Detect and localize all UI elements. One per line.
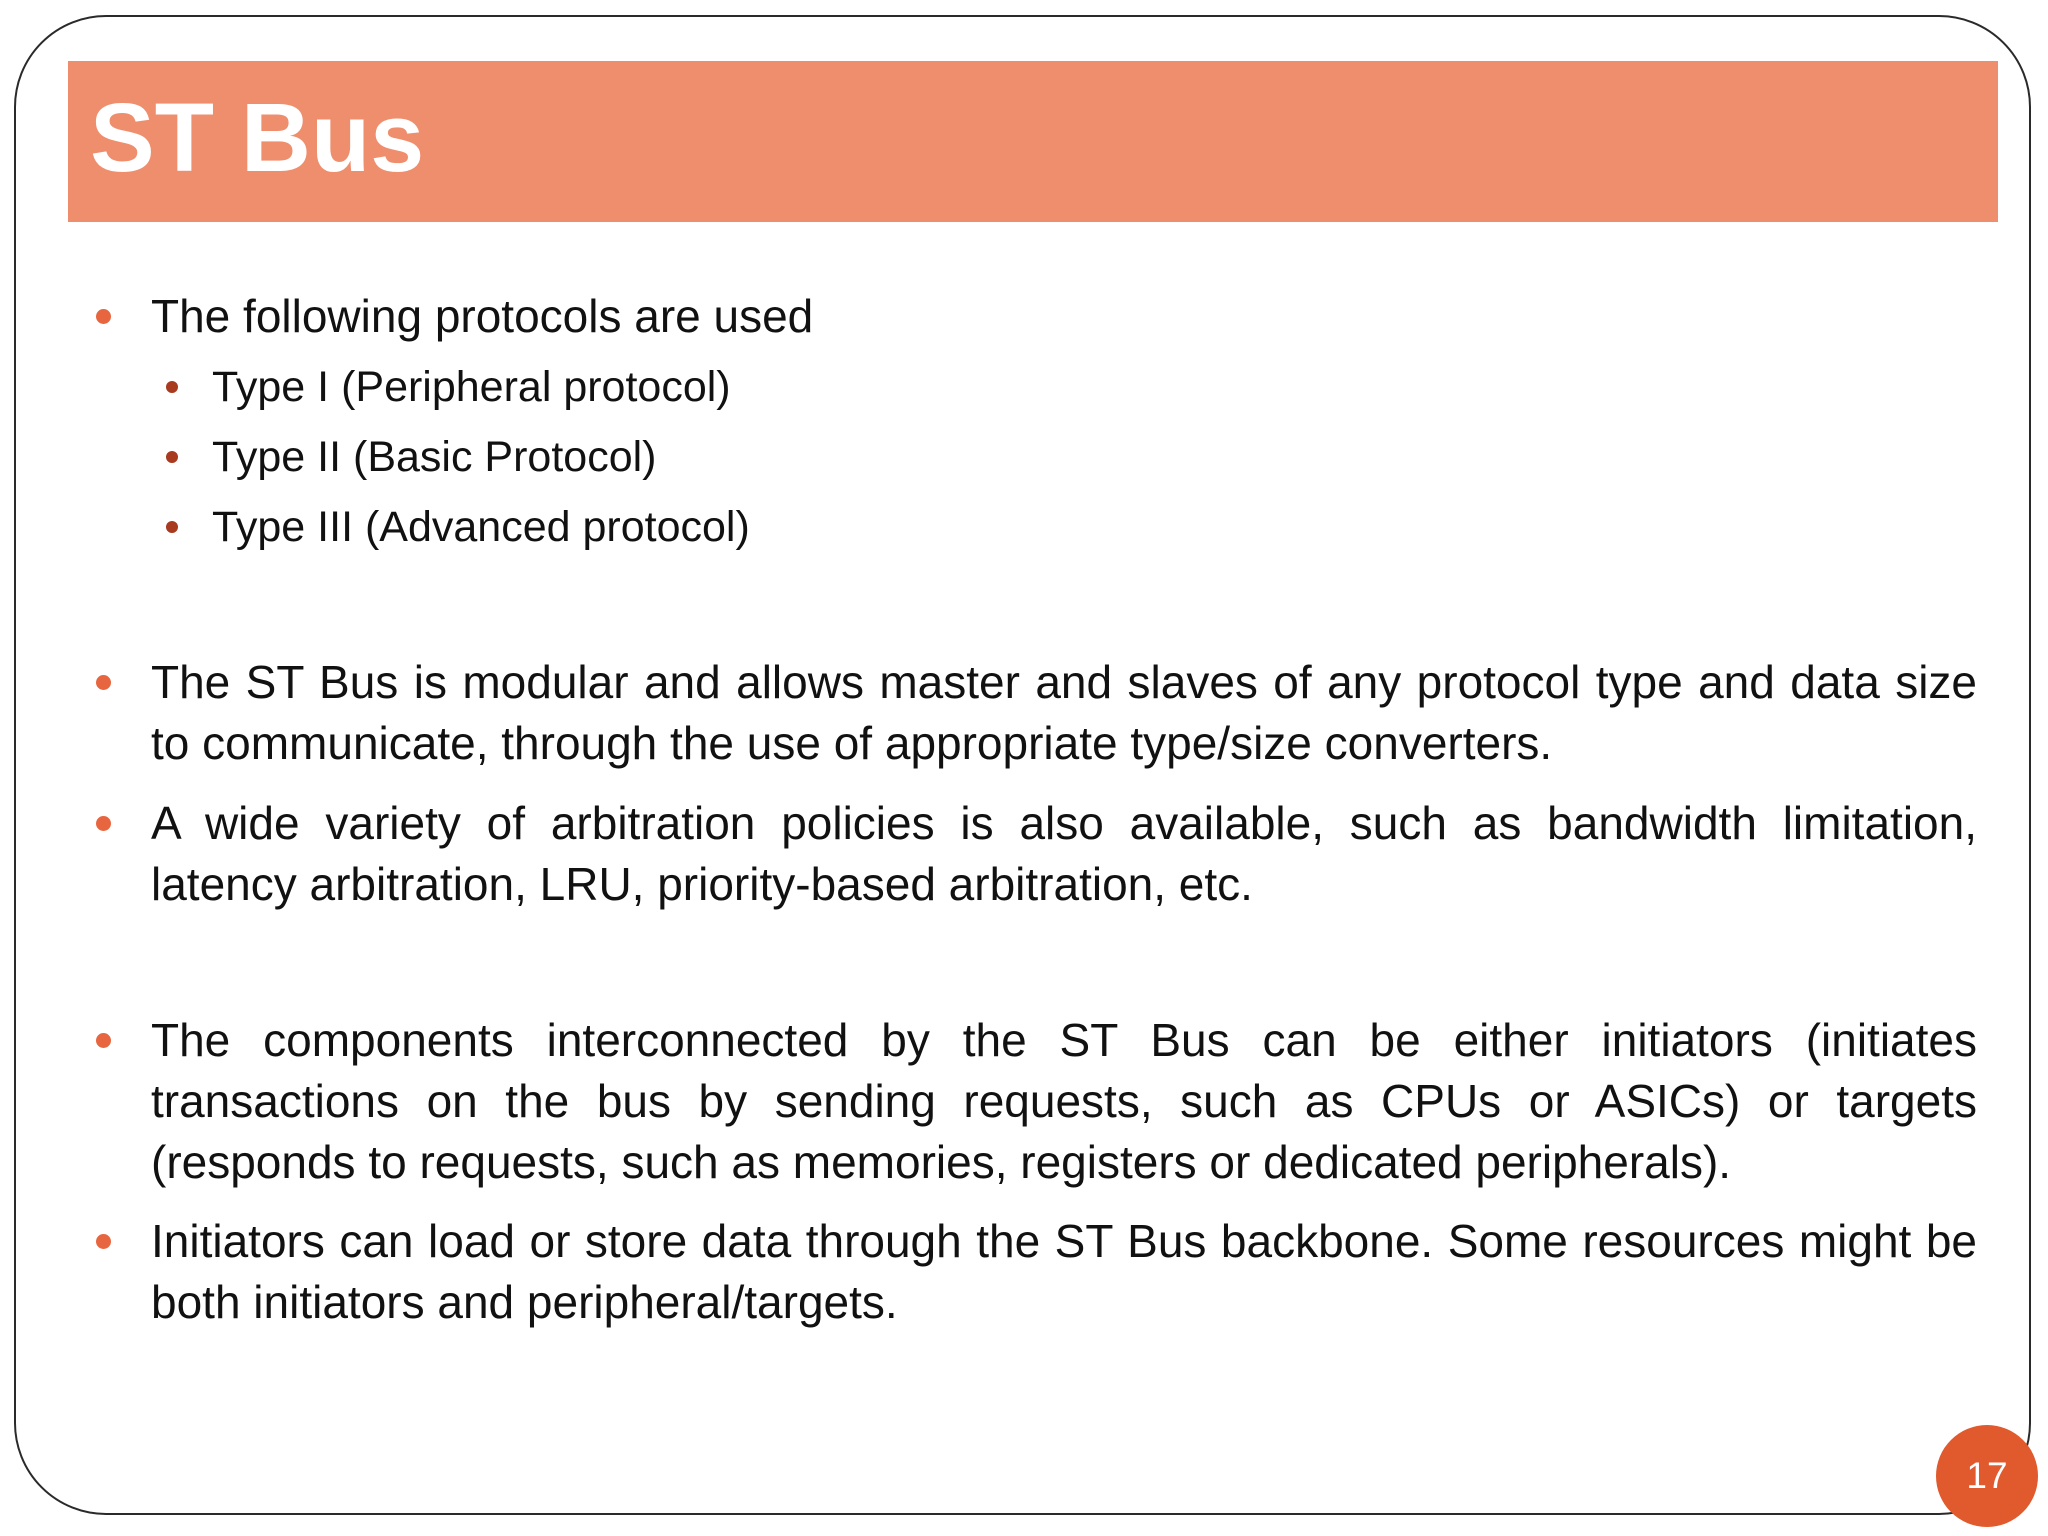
bullet-arbitration bbox=[151, 793, 1977, 915]
bullet-text: The ST Bus is modular and allows master and slaves of any protocol type and data size to communicate, through the use of appropriate type/size converters. bbox=[151, 656, 1977, 769]
bullet-text: Initiators can load or store data through the ST Bus backbone. Some resources might be both initiators and peripheral/targets. bbox=[151, 1215, 1977, 1328]
sub-bullet-dot-icon bbox=[166, 521, 178, 533]
sub-bullet-type-3 bbox=[212, 500, 1912, 554]
bullet-dot-icon bbox=[96, 309, 111, 324]
slide-title: ST Bus bbox=[90, 83, 425, 192]
bullet-dot-icon bbox=[96, 675, 111, 690]
page-number-badge: 17 bbox=[1936, 1425, 2038, 1527]
bullet-modular bbox=[151, 652, 1977, 774]
sub-bullet-text: Type II (Basic Protocol) bbox=[212, 433, 657, 481]
sub-bullet-text: Type I (Peripheral protocol) bbox=[212, 363, 731, 411]
bullet-initiators bbox=[151, 1211, 1977, 1333]
bullet-text: A wide variety of arbitration policies is also available, such as bandwidth limitation, latency arbitration, LRU, priority-based arbitration, etc. bbox=[151, 797, 1977, 910]
bullet-protocols bbox=[151, 286, 1977, 347]
bullet-text: The following protocols are used bbox=[151, 290, 814, 342]
sub-bullet-text: Type III (Advanced protocol) bbox=[212, 503, 750, 551]
bullet-text: The components interconnected by the ST Bus can be either initiators (initiates transactions on the bus by sending requests, such as CPUs or ASICs) or targets (responds to requests, such as memories, registers or dedicated peripherals). bbox=[151, 1014, 1977, 1188]
sub-bullet-type-1 bbox=[212, 360, 1912, 414]
bullet-dot-icon bbox=[96, 1033, 111, 1048]
sub-bullet-dot-icon bbox=[166, 451, 178, 463]
bullet-dot-icon bbox=[96, 1234, 111, 1249]
sub-bullet-dot-icon bbox=[166, 381, 178, 393]
bullet-dot-icon bbox=[96, 816, 111, 831]
sub-bullet-type-2 bbox=[212, 430, 1912, 484]
bullet-components bbox=[151, 1010, 1977, 1193]
